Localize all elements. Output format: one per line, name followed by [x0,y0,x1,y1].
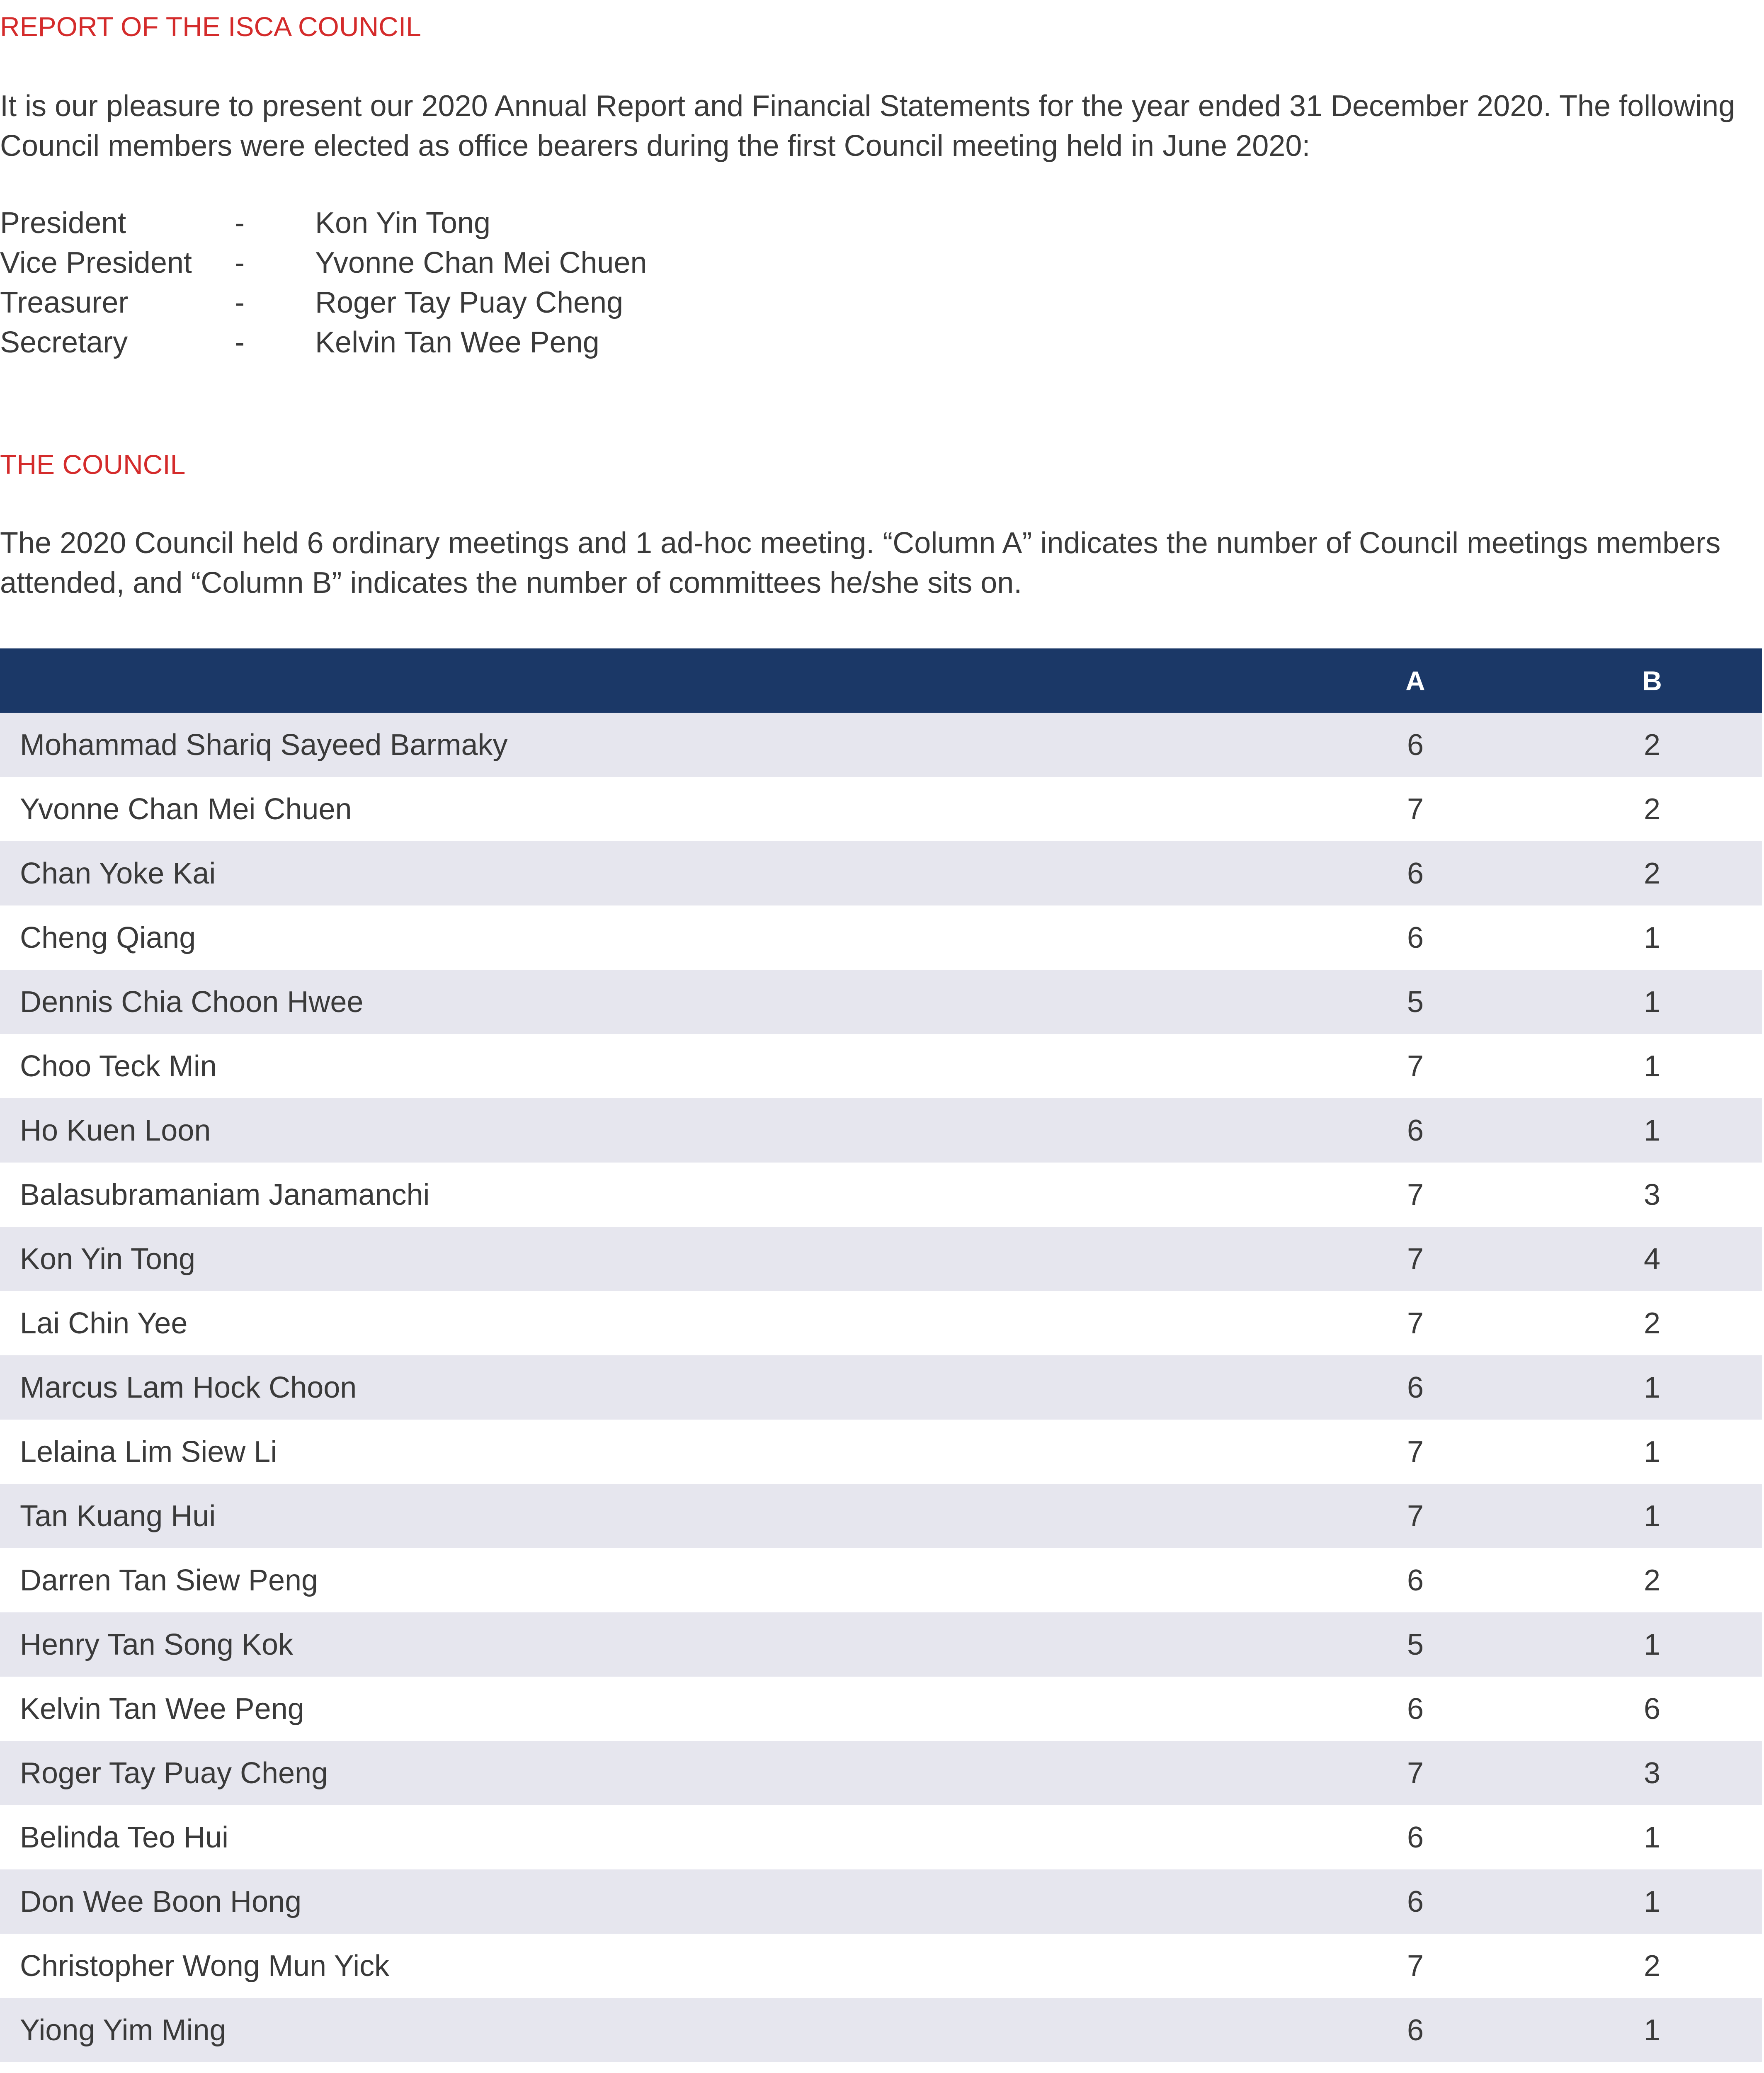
table-row [0,1677,1762,1741]
meetings-attended: 6 [1407,1563,1424,1597]
meetings-attended: 6 [1407,1114,1424,1147]
table-row [0,1420,1762,1484]
member-name: Kelvin Tan Wee Peng [20,1692,304,1726]
meetings-attended: 5 [1407,1628,1424,1661]
member-name: Darren Tan Siew Peng [20,1563,318,1597]
table-row [0,1034,1762,1098]
officer-name: Kelvin Tan Wee Peng [315,326,599,359]
column-header-name [0,648,1288,713]
member-name: Cheng Qiang [20,921,196,954]
table-row [0,713,1762,777]
meetings-attended: 6 [1407,1371,1424,1404]
table-row [0,1934,1762,1998]
officer-role: Treasurer [0,286,129,319]
committees-count: 2 [1643,1306,1661,1340]
table-row [0,841,1762,905]
table-row [0,1291,1762,1355]
committees-count: 2 [1643,792,1661,826]
officer-name: Roger Tay Puay Cheng [315,286,624,319]
committees-count: 4 [1643,1242,1661,1276]
meetings-attended: 5 [1407,985,1424,1019]
council-description: The 2020 Council held 6 ordinary meetings and 1 ad-hoc meeting. “Column A” indicates the number of Council meetings members attended, and “Column B” indicates the number of committees he/she sits on. [0,527,1721,600]
officer-dash: - [235,246,245,279]
table-row [0,1355,1762,1420]
committees-count: 3 [1643,1178,1661,1211]
table-header-row [0,648,1762,713]
officer-row-secretary [0,323,829,362]
committees-count: 1 [1643,1499,1661,1533]
meetings-attended: 7 [1407,1435,1424,1469]
officer-dash: - [235,286,245,319]
meetings-attended: 6 [1407,921,1424,954]
officer-name: Kon Yin Tong [315,206,491,240]
committees-count: 1 [1643,1885,1661,1918]
meetings-attended: 7 [1407,1049,1424,1083]
table-row [0,1227,1762,1291]
committees-count: 1 [1643,1371,1661,1404]
member-name: Henry Tan Song Kok [20,1628,294,1661]
meetings-attended: 7 [1407,1242,1424,1276]
table-row [0,1741,1762,1805]
officer-role: President [0,206,126,240]
committees-count: 1 [1643,1049,1661,1083]
table-row [0,1548,1762,1612]
meetings-attended: 6 [1407,2013,1424,2047]
table-row [0,1484,1762,1548]
report-heading: REPORT OF THE ISCA COUNCIL [0,11,421,42]
member-name: Don Wee Boon Hong [20,1885,302,1918]
committees-count: 2 [1643,857,1661,890]
meetings-attended: 6 [1407,857,1424,890]
table-row [0,970,1762,1034]
committees-count: 1 [1643,985,1661,1019]
committees-count: 6 [1643,1692,1661,1726]
member-name: Belinda Teo Hui [20,1821,229,1854]
committees-count: 2 [1643,728,1661,762]
table-row [0,1998,1762,2062]
table-row [0,1098,1762,1163]
meetings-attended: 7 [1407,1756,1424,1790]
meetings-attended: 7 [1407,792,1424,826]
member-name: Choo Teck Min [20,1049,217,1083]
member-name: Lai Chin Yee [20,1306,188,1340]
column-header-a: A [1405,665,1425,696]
officer-role: Vice President [0,246,192,279]
meetings-attended: 6 [1407,1821,1424,1854]
member-name: Tan Kuang Hui [20,1499,216,1533]
committees-count: 1 [1643,1628,1661,1661]
table-row [0,1612,1762,1677]
committees-count: 1 [1643,2013,1661,2047]
officer-list [0,203,829,362]
column-header-b: B [1642,665,1662,696]
meetings-attended: 7 [1407,1306,1424,1340]
member-name: Christopher Wong Mun Yick [20,1949,390,1983]
officer-dash: - [235,206,245,240]
meetings-attended: 7 [1407,1949,1424,1983]
member-name: Dennis Chia Choon Hwee [20,985,364,1019]
member-name: Marcus Lam Hock Choon [20,1371,357,1404]
officer-row-vice-president [0,243,829,283]
table-row [0,905,1762,970]
officer-row-president [0,203,829,243]
member-name: Mohammad Shariq Sayeed Barmaky [20,728,508,762]
committees-count: 2 [1643,1949,1661,1983]
member-name: Roger Tay Puay Cheng [20,1756,328,1790]
table-row [0,1869,1762,1934]
committees-count: 1 [1643,921,1661,954]
member-name: Chan Yoke Kai [20,857,216,890]
meetings-attended: 6 [1407,1692,1424,1726]
committees-count: 2 [1643,1563,1661,1597]
table-row [0,1805,1762,1869]
table-row [0,777,1762,841]
member-name: Kon Yin Tong [20,1242,196,1276]
committees-count: 1 [1643,1821,1661,1854]
council-heading: THE COUNCIL [0,449,186,480]
committees-count: 1 [1643,1114,1661,1147]
member-name: Balasubramaniam Janamanchi [20,1178,430,1211]
member-name: Yiong Yim Ming [20,2013,226,2047]
committees-count: 1 [1643,1435,1661,1469]
report-intro-paragraph: It is our pleasure to present our 2020 Annual Report and Financial Statements for the year ended 31 December 2020. The following Council members were elected as office bearers during the first Council meeting held in June 2020: [0,90,1735,163]
meetings-attended: 6 [1407,728,1424,762]
officer-row-treasurer [0,283,829,323]
meetings-attended: 6 [1407,1885,1424,1918]
table-row [0,1163,1762,1227]
meetings-attended: 7 [1407,1178,1424,1211]
member-name: Lelaina Lim Siew Li [20,1435,277,1469]
meetings-attended: 7 [1407,1499,1424,1533]
member-name: Yvonne Chan Mei Chuen [20,792,352,826]
officer-dash: - [235,326,245,359]
officer-role: Secretary [0,326,128,359]
committees-count: 3 [1643,1756,1661,1790]
member-name: Ho Kuen Loon [20,1114,211,1147]
council-attendance-table [0,648,1762,2062]
officer-name: Yvonne Chan Mei Chuen [315,246,647,279]
